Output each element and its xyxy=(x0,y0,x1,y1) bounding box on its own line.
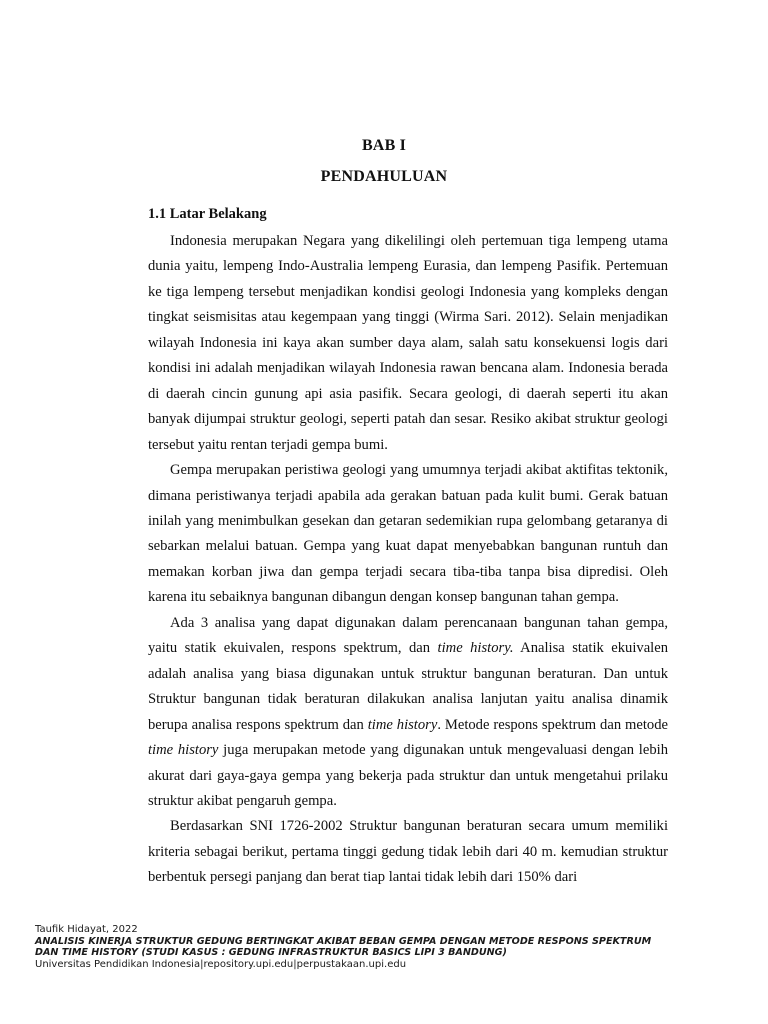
paragraph-3-part-c: . Metode respons spektrum dan metode xyxy=(437,716,668,733)
paragraph-4: Berdasarkan SNI 1726-2002 Struktur bangunan beraturan secara umum memiliki kriteria sebagai berikut, pertama tinggi gedung tidak lebih dari 40 m. kemudian struktur berbentuk persegi panjang dan berat tiap lantai tidak lebih dari 150% dari xyxy=(148,818,668,886)
body-text xyxy=(148,229,668,891)
section-heading: 1.1 Latar Belakang xyxy=(148,206,267,222)
chapter-title: PENDAHULUAN xyxy=(320,168,448,185)
paragraph-2: Gempa merupakan peristiwa geologi yang umumnya terjadi akibat aktifitas tektonik, dimana peristiwanya terjadi apabila ada gerakan batuan pada kulit bumi. Gerak batuan inilah yang menimbulkan gesekan dan getaran sedemikian rupa gelombang getaranya di sebarkan melalui batuan. Gempa yang kuat dapat menyebabkan bangunan runtuh dan memakan korban jiwa dan gempa terjadi secara tiba-tiba tanpa bisa dipredisi. Oleh karena itu sebaiknya bangunan dibangun dengan konsep bangunan tahan gempa. xyxy=(148,462,668,606)
paragraph-3-part-a: Ada 3 analisa yang dapat digunakan dalam perencanaan bangunan tahan gempa, yaitu statik ekuivalen, respons spektrum, dan xyxy=(148,614,668,657)
paragraph-3-italic-3: time history xyxy=(148,742,219,759)
footer-institution: Universitas Pendidikan Indonesia|repository.upi.edu|perpustakaan.upi.edu xyxy=(35,958,407,970)
paragraph-3 xyxy=(148,611,668,815)
page-footer xyxy=(35,924,735,970)
paragraph-3-italic-2: time history xyxy=(367,716,438,733)
paragraph-3-italic-1: time history. xyxy=(437,640,514,657)
footer-title-line-2: DAN TIME HISTORY (STUDI KASUS : GEDUNG INFRASTRUKTUR BASICS LIPI 3 BANDUNG) xyxy=(35,947,507,958)
paragraph-3-part-b: Analisa statik ekuivalen adalah analisa yang biasa digunakan untuk struktur bangunan beraturan. Dan untuk Struktur bangunan tidak beraturan dilakukan analisa lanjutan yaitu analisa dinamik berupa analisa respons spektrum dan xyxy=(148,640,669,733)
footer-author: Taufik Hidayat, 2022 xyxy=(35,924,138,935)
paragraph-3-part-d: juga merupakan metode yang digunakan untuk mengevaluasi dengan lebih akurat dari gaya-gaya gempa yang bekerja pada struktur dan untuk mengetahui prilaku struktur akibat pengaruh gempa. xyxy=(148,742,668,809)
paragraph-1: Indonesia merupakan Negara yang dikelilingi oleh pertemuan tiga lempeng utama dunia yaitu, lempeng Indo-Australia lempeng Eurasia, dan lempeng Pasifik. Pertemuan ke tiga lempeng tersebut menjadikan kondisi geologi Indonesia yang kompleks dengan tingkat seismisitas atau kegempaan yang tinggi (Wirma Sari. 2012). Selain menjadikan wilayah Indonesia ini kaya akan sumber daya alam, salah satu konsekuensi logis dari kondisi ini adalah menjadikan wilayah Indonesia rawan bencana alam. Indonesia berada di daerah cincin gunung api asia pasifik. Secara geologi, di daerah seperti itu akan banyak dijumpai struktur geologi, seperti patah dan sesar. Resiko akibat struktur geologi tersebut yaitu rentan terjadi gempa bumi. xyxy=(148,233,668,453)
footer-title-line-1: ANALISIS KINERJA STRUKTUR GEDUNG BERTINGKAT AKIBAT BEBAN GEMPA DENGAN METODE RESPONS SPEKTRUM xyxy=(35,935,652,947)
chapter-number: BAB I xyxy=(361,137,407,154)
